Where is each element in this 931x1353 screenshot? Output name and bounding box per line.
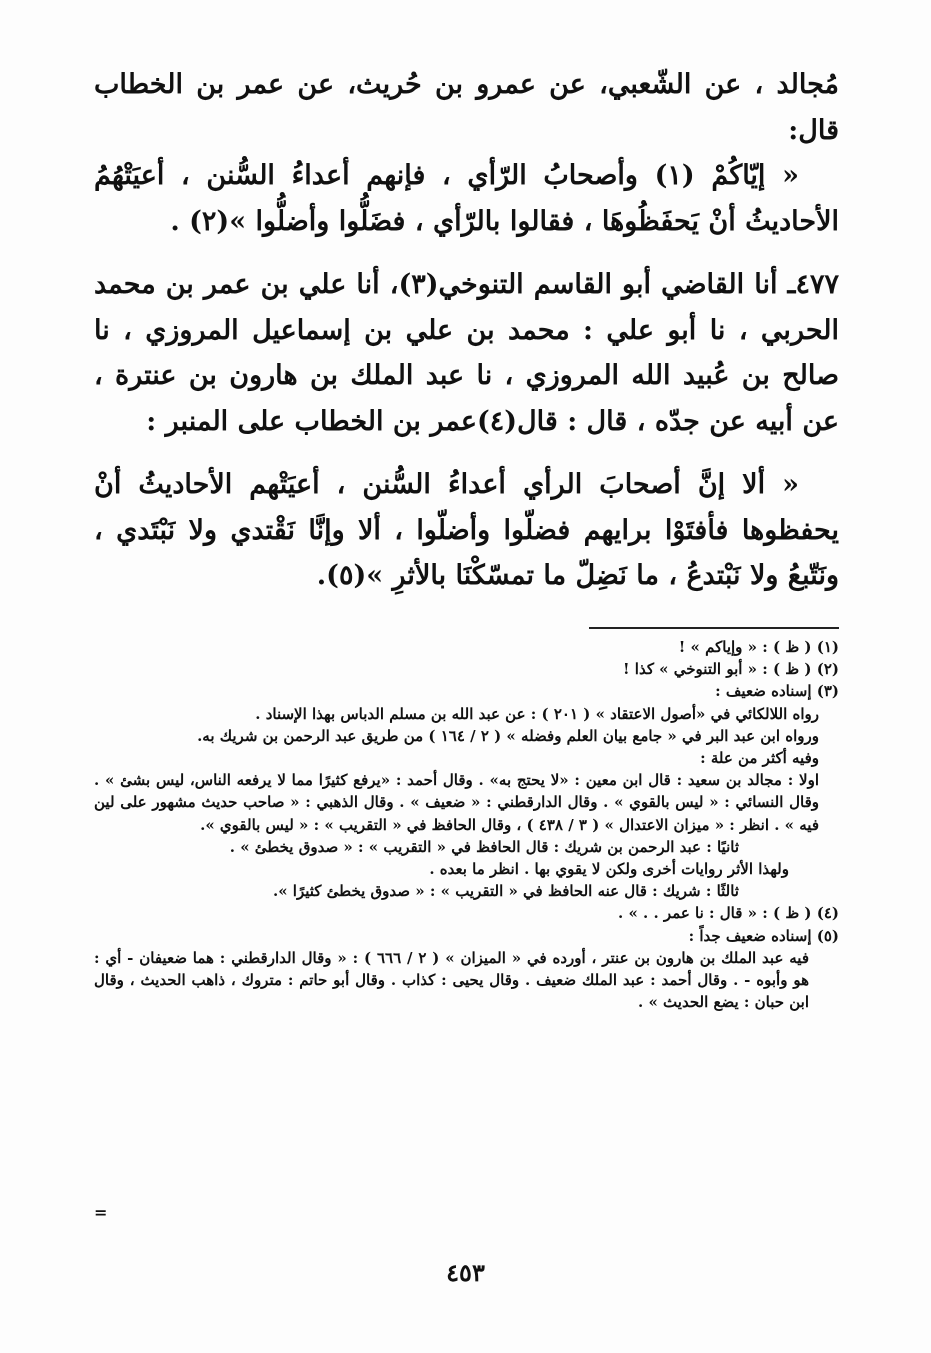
page-number: ٤٥٣ [446,1258,485,1287]
footnote: (٥) إسناده ضعيف جداً : [688,926,839,945]
hadith-paragraph: ٤٧٧ـ أنا القاضي أبو القاسم التنوخي(٣)، أنا علي بن عمر بن محمد الحربي ، نا أبو علي : محمد بن علي بن إسماعيل المروزي ، نا صالح بن عُبيد الله المروزي ، نا عبد الملك بن هارون بن عنترة ، عن أبيه عن جدّه ، قال : قال(٤)عمر بن الخطاب على المنبر : [94,269,840,437]
footnote: (٢) ( ظ ) : « أبو التنوخي » كذا ! [622,660,839,679]
quote-paragraph: « ألا إنَّ أصحابَ الرأي أعداءُ السُّنن ، أعيَتْهم الأحاديثُ أنْ يحفظوها فأفتَوْا برايهم فضلّوا وأضلّوا ، ألا وإنَّا نَقْتدي ولا نَبْتَدي ، ونَتّبعُ ولا نَبْتدعُ ، ما نَضِلّ ما تمسّكْنَا بالأثرِ »(٥). [94,469,839,591]
footnote-line: ثانيًا : عبد الرحمن بن شريك : قال الحافظ في « التقريب » : « صدوق يخطئ » . [229,837,739,856]
main-text [94,62,839,599]
footnote: (٤) ( ظ ) : « قال : نا عمر . . » . [618,904,839,923]
quote-paragraph: « إيّاكُمْ (١) وأصحابُ الرّأي ، فإنهم أعداءُ السُّنن ، أعيَتْهُمُ الأحاديثُ أنْ يَحفَظُوهَا ، فقالوا بالرّأي ، فضَلُّوا وأضلُّوا »(٢) . [94,160,839,237]
footnote: (١) ( ظ ) : « وإياكم » ! [678,638,839,656]
footnote-line: اولا : مجالد بن سعيد : قال ابن معين : «لا يحتج به» . وقال أحمد : «يرفع كثيرًا مما لا يرفعه الناس، ليس بشئ » . وقال النسائي : « ليس بالقوي » . وقال الدارقطني : « ضعيف » . وقال الذهبي : « صاحب حديث مشهور على لين فيه » . انظر : « ميزان الاعتدال » ( ٣ / ٤٣٨ ) ، وقال الحافظ في « التقريب » : « ليس بالقوي ». [94,771,819,834]
footnote: (٣) إسناده ضعيف : [715,682,839,701]
text-paragraph: مُجالد ، عن الشّعبي، عن عمرو بن حُريث، عن عمر بن الخطاب قال: [94,69,839,146]
footnote-line: ورواه ابن عبد البر في « جامع بيان العلم وفضله » ( ٢ / ١٦٤ ) من طريق عبد الرحمن بن شريك به. [197,726,819,745]
footnote-line: رواه اللالكائي في «أصول الاعتقاد » ( ٢٠١ ) : عن عبد الله بن مسلم الدباس بهذا الإسناد . [255,704,819,723]
footnote-line: فيه عبد الملك بن هارون بن عنتر ، أورده في « الميزان » ( ٢ / ٦٦٦ ) : « وقال الدارقطني : هما ضعيفان - أي : هو وأبوه - . وقال أحمد : عبد الملك ضعيف . وقال يحيى : كذاب . وقال أبو حاتم : متروك ، ذاهب الحديث ، وقال ابن حبان : يضع الحديث » . [94,948,809,1012]
footnote-divider [589,627,839,629]
footnote-line: وفيه أكثر من علة : [700,749,819,768]
continuation-mark: = [94,1203,108,1222]
footnotes [94,636,839,1013]
footnote-line: ولهذا الأثر روايات أخرى ولكن لا يقوي بها . انظر ما بعده . [429,860,789,879]
footnote-line: ثالثًا : شريك : قال عنه الحافظ في « التقريب » : « صدوق يخطئ كثيرًا ». [272,882,739,901]
